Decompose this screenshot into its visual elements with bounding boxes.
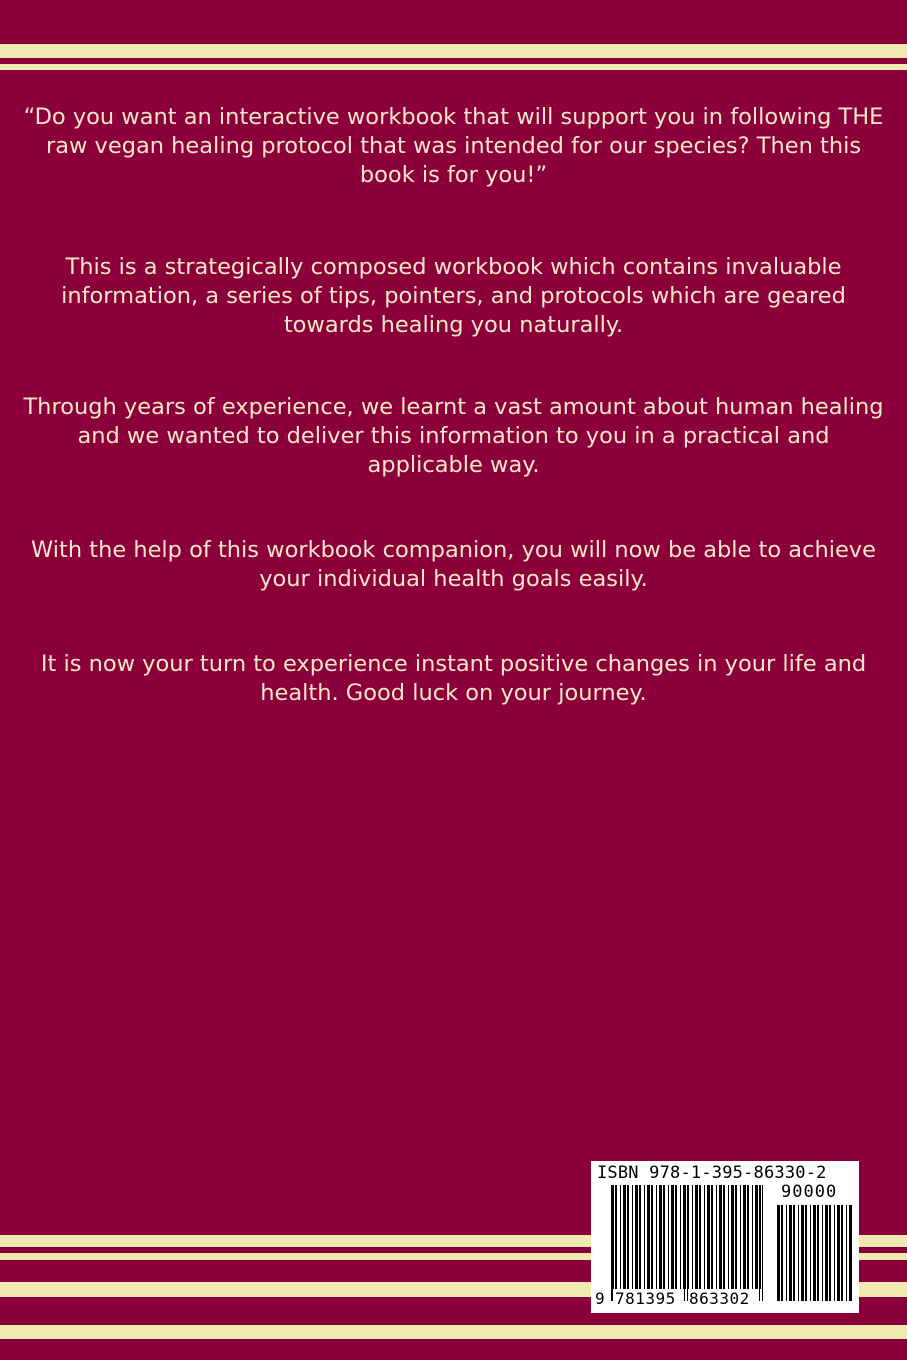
barcode-bar <box>834 1205 835 1301</box>
barcode-bar <box>684 1185 685 1301</box>
barcode-bar <box>639 1185 641 1289</box>
barcode-bar <box>735 1185 737 1289</box>
barcode-bar <box>711 1185 713 1289</box>
ean-first-digit: 9 <box>595 1289 605 1308</box>
barcode-bar <box>762 1185 763 1301</box>
barcode-bar <box>755 1185 758 1289</box>
barcode-bar <box>687 1185 688 1301</box>
barcode-bar <box>743 1185 746 1289</box>
barcode-bar <box>668 1185 669 1289</box>
barcode-bar <box>728 1185 729 1289</box>
ean-left-group: 781395 <box>615 1289 676 1308</box>
barcode-bar <box>611 1185 613 1301</box>
barcode-bar <box>615 1185 617 1289</box>
bottom-stripe-4 <box>0 1325 907 1339</box>
barcode-bar <box>829 1205 831 1301</box>
barcode-bar <box>671 1185 674 1289</box>
barcode-bar <box>849 1205 852 1301</box>
barcode-bar <box>801 1205 804 1301</box>
barcode-bar <box>659 1185 662 1289</box>
barcode-bar <box>752 1185 753 1289</box>
barcode-bar <box>740 1185 741 1289</box>
barcode-bar <box>719 1185 722 1289</box>
barcode-bar <box>813 1205 816 1301</box>
price-addon-digits: 90000 <box>781 1182 838 1202</box>
barcode-bar <box>692 1185 693 1289</box>
blurb-paragraph-1: “Do you want an interactive workbook that will support you in following THE raw vegan healing protocol that was intended for our species? Then this book is for you!” <box>23 104 884 188</box>
barcode-bar <box>627 1185 629 1289</box>
barcode-bar <box>789 1205 792 1301</box>
barcode-bar <box>620 1185 621 1289</box>
barcode-bar <box>656 1185 657 1289</box>
barcode-bar <box>817 1205 819 1301</box>
barcode-bar <box>663 1185 665 1289</box>
barcode-bar <box>651 1185 653 1289</box>
barcode-bar <box>644 1185 645 1289</box>
barcode-bar <box>747 1185 749 1289</box>
barcode-bar <box>716 1185 717 1289</box>
barcode-bar <box>777 1205 780 1301</box>
barcode-bar <box>793 1205 795 1301</box>
blurb-paragraph-5: It is now your turn to experience instant positive changes in your life and health. Good luck on your journey. <box>40 651 867 706</box>
barcode-bar <box>635 1185 638 1289</box>
barcode-bar <box>623 1185 626 1289</box>
barcode-bar <box>680 1185 681 1289</box>
barcode-bar <box>786 1205 787 1301</box>
blurb-paragraph-3: Through years of experience, we learnt a vast amount about human healing and we wanted to deliver this information to you in a practical and applicable way. <box>23 394 884 478</box>
barcode-bar <box>695 1185 698 1289</box>
isbn-barcode <box>591 1161 859 1313</box>
barcode-bar <box>841 1205 843 1301</box>
barcode-bar <box>846 1205 847 1301</box>
blurb-paragraph-2: This is a strategically composed workbook which contains invaluable information, a series of tips, pointers, and protocols which are geared towards healing you naturally. <box>61 254 846 338</box>
barcode-bar <box>837 1205 840 1301</box>
barcode-bar <box>825 1205 828 1301</box>
isbn-label: ISBN 978-1-395-86330-2 <box>597 1163 827 1183</box>
barcode-bar <box>704 1185 705 1289</box>
barcode-bar <box>707 1185 710 1289</box>
barcode-bar <box>781 1205 783 1301</box>
barcode-bar <box>699 1185 701 1289</box>
barcode-bar <box>805 1205 807 1301</box>
top-stripe-thin <box>0 64 907 70</box>
blurb-paragraph-4: With the help of this workbook companion, you will now be able to achieve your individual health goals easily. <box>31 537 876 592</box>
barcode-bar <box>810 1205 811 1301</box>
barcode-bar <box>723 1185 725 1289</box>
barcode-bar <box>632 1185 633 1289</box>
barcode-bar <box>731 1185 734 1289</box>
ean-right-group: 863302 <box>689 1289 750 1308</box>
barcode-bar <box>647 1185 650 1289</box>
barcode-bar <box>822 1205 823 1301</box>
barcode-bar <box>675 1185 677 1289</box>
barcode-bar <box>759 1185 760 1301</box>
barcode-bar <box>798 1205 799 1301</box>
top-stripe-thick <box>0 44 907 58</box>
